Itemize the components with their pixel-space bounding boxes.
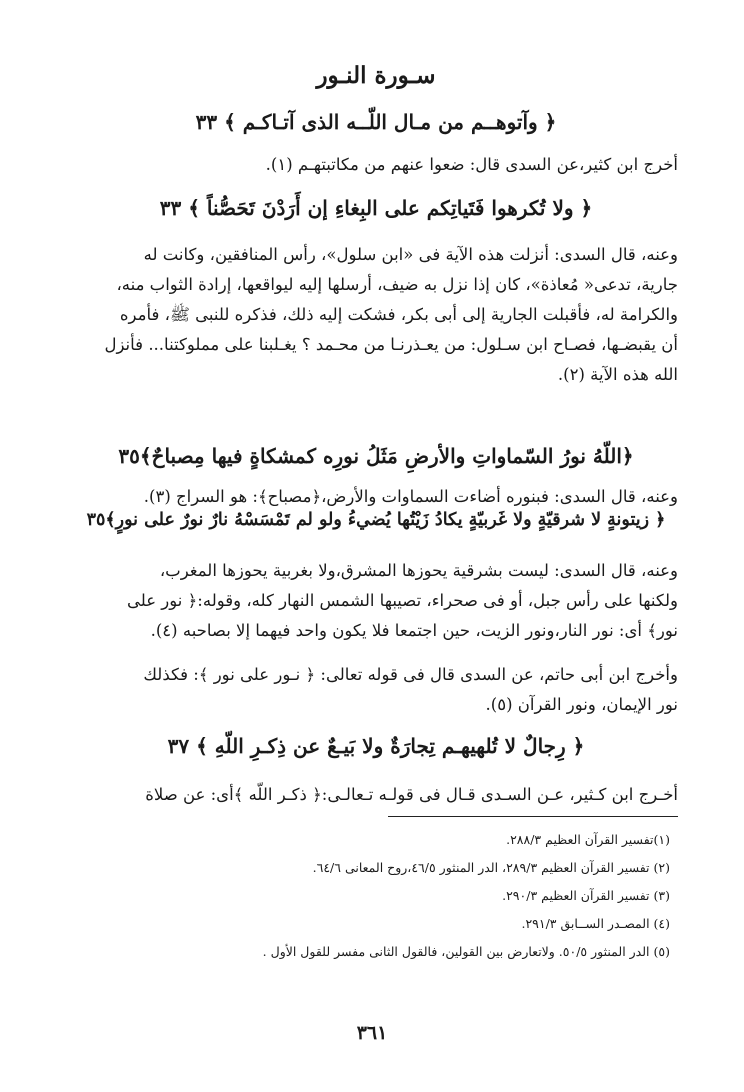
verse-heading: ﴿اللّهُ نورُ السّماواتِ والأرضِ مَثَلُ نورِه كمشكاةٍ فيها مِصباحٌ﴾٣٥: [118, 444, 634, 468]
verse-heading: ﴿ زيتونةٍ لا شرقيّةٍ ولا غَربيّةٍ يكادُ زَيْتُها يُضيءُ ولو لم تَمْسَسْهُ نارٌ نورٌ على نورٍ﴾٣٥: [86, 510, 666, 530]
text-line: جارية، تدعى« مُعاذة»، كان إذا نزل به ضيف، أرسلها إليه ليواقعها، إرادة الثواب منه،: [116, 275, 678, 294]
footnote: (٥) الدر المنثور ٥٠/٥. ولاتعارض بين القولين، فالقول الثانى مفسر للقول الأول .: [262, 944, 670, 959]
text-line: وعنه، قال السدى: فبنوره أضاءت السماوات والأرض،﴿مصباح﴾: هو السراج (٣).: [143, 487, 678, 506]
footnote: (١)تفسير القرآن العظيم ٢٨٨/٣.: [506, 832, 670, 847]
commentary-paragraph: [74, 660, 678, 720]
commentary-paragraph: [74, 556, 678, 646]
footnotes: [70, 826, 670, 966]
commentary-paragraph: [74, 240, 678, 390]
footnote: (٤) المصـدر الســابق ٢٩١/٣.: [521, 916, 670, 931]
surah-title: سـورة النـور: [316, 62, 436, 89]
verse-heading: ﴿ وآتوهــم من مـال اللّــه الذى آتـاكـم ﴾ ٣٣: [195, 110, 557, 134]
text-line: ولكنها على رأس جبل، أو فى صحراء، تصيبها الشمس النهار كله، وقوله:﴿ نور على: [127, 591, 678, 610]
commentary-paragraph: [74, 780, 678, 810]
text-line: وأخرج ابن أبى حاتم، عن السدى قال فى قوله تعالى: ﴿ نـور على نور ﴾: فكذلك: [143, 665, 678, 684]
text-line: وعنه، قال السدى: أنزلت هذه الآية فى «ابن سلول»، رأس المنافقين، وكانت له: [143, 245, 678, 264]
verse-heading: ﴿ ولا تُكرهوا فَتَياتِكم على البِغاءِ إن أَرَدْنَ تَحَصُّناً ﴾ ٣٣: [159, 196, 593, 220]
text-line: الله هذه الآية (٢).: [557, 365, 678, 384]
text-line: وعنه، قال السدى: ليست بشرقية يحوزها المشرق،ولا بغربية يحوزها المغرب،: [159, 561, 678, 580]
text-line: والكرامة له، فأقبلت الجارية إلى أبى بكر، فشكت إليه ذلك، فذكره للنبى ﷺ، فأمره: [119, 305, 678, 324]
text-line: أخـرج ابن كـثير، عـن السـدى قـال فى قولـه تـعالـى:﴿ ذكـر اللّه ﴾أى: عن صلاة: [145, 785, 678, 804]
footnote-divider: [388, 816, 678, 817]
commentary-paragraph: [74, 150, 678, 180]
text-line: أن يقبضـها، فصـاح ابن سـلول: من يعـذرنـا من محـمد ؟ يغـلبنا على مملوكتنا... فأنزل: [104, 335, 678, 354]
commentary-paragraph: [74, 482, 678, 512]
footnote: (٣) تفسير القرآن العظيم ٢٩٠/٣.: [502, 888, 670, 903]
page-number: ٣٦١: [356, 1022, 388, 1044]
text-line: أخرج ابن كثير،عن السدى قال: ضعوا عنهم من مكاتبتهـم (١).: [265, 155, 678, 174]
verse-heading: ﴿ رِجالٌ لا تُلهيهـم تِجارَةٌ ولا بَيـعٌ عن ذِكـرِ اللّهِ ﴾ ٣٧: [167, 734, 585, 758]
text-line: نور﴾ أى: نور النار،ونور الزيت، حين اجتمعا فلا يكون واحد فيهما إلا بصاحبه (٤).: [150, 621, 678, 640]
text-line: نور الإيمان، ونور القرآن (٥).: [485, 695, 678, 714]
footnote: (٢) تفسير القرآن العظيم ٢٨٩/٣، الدر المنثور ٤٦/٥،روح المعانى ٦٤/٦.: [312, 860, 670, 875]
